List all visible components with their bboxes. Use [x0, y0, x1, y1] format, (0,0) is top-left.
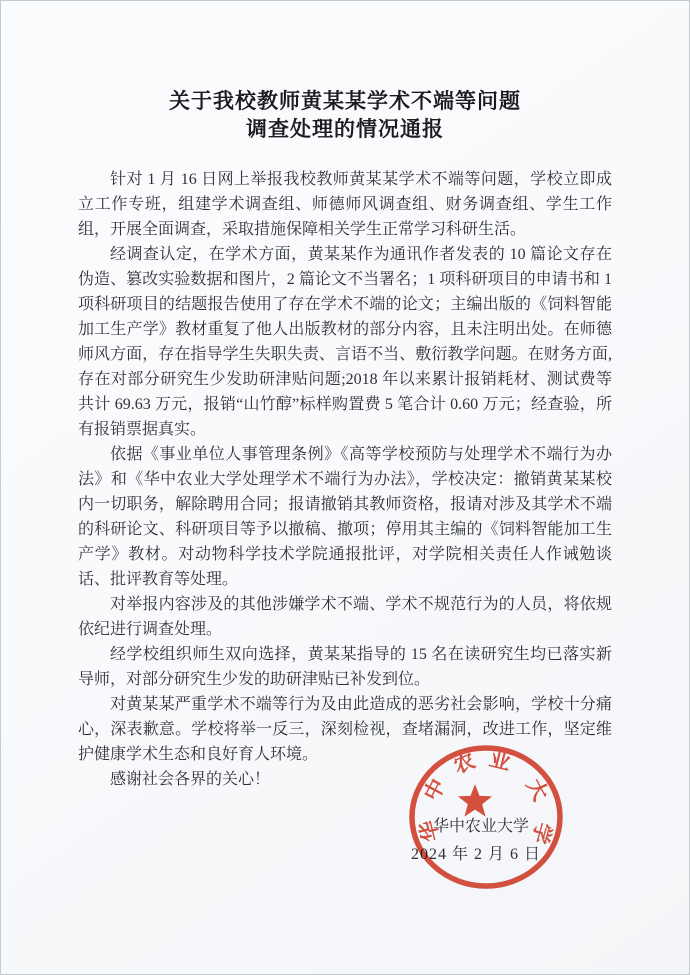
paragraph-7: 感谢社会各界的关心！: [110, 771, 271, 788]
seal-arc-char-3: 农: [450, 748, 479, 779]
paragraph-1: 针对 1 月 16 日网上举报我校教师黄某某学术不端等问题，学校立即成立工作专班，组建学术调查组、师德师风调查组、财务调查组、学生工作组，开展全面调查，采取措施保障相关学生正常学习科研生活。: [78, 171, 612, 238]
document-body: [78, 167, 612, 792]
paragraph-2: 经调查认定，在学术方面，黄某某作为通讯作者发表的 10 篇论文存在伪造、篡改实验数据和图片，2 篇论文不当署名；1 项科研项目的申请书和 1 项科研项目的结题报告使用了存在学术不端的论文；主编出版的《饲料智能加工生产学》教材重复了他人出版教材的部分内容，且未注明出处。在师德师风方面，存在指导学生失职失责、言语不当、敷衍教学问题。在财务方面,存在对部分研究生少发助研津贴问题;2018 年以来累计报销耗材、测试费等共计 69.63 万元，报销“山竹醇”标样购置费 5 笔合计 0.60 万元；经查验，所有报销票据真实。: [78, 246, 612, 438]
seal-arc-char-1: 华: [415, 817, 444, 845]
seal-arc-char-4: 业: [486, 746, 514, 775]
document-title-line2: 调查处理的情况通报: [246, 117, 444, 141]
paragraph-3: 依据《事业单位人事管理条例》《高等学校预防与处理学术不端行为办法》和《华中农业大学处理学术不端行为办法》，学校决定：撤销黄某某校内一切职务，解除聘用合同；报请撤销其教师资格，报请对涉及其学术不端的科研论文、科研项目等予以撤稿、撤项；停用其主编的《饲料智能加工生产学》教材。对动物科学技术学院通报批评，对学院相关责任人作诫勉谈话、批评教育等处理。: [78, 446, 612, 588]
paragraph-5: 经学校组织师生双向选择，黄某某指导的 15 名在读研究生均已落实新导师，对部分研究生少发的助研津贴已补发到位。: [78, 646, 612, 688]
red-star-icon: [458, 784, 492, 817]
signature-date: 2024 年 2 月 6 日: [410, 846, 541, 863]
document-title: [1, 1, 689, 143]
seal-arc-char-2: 中: [419, 774, 451, 805]
paragraph-6: 对黄某某严重学术不端等行为及由此造成的恶劣社会影响，学校十分痛心，深表歉意。学校将举一反三，深刻检视，查堵漏洞，改进工作，坚定维护健康学术生态和良好育人环境。: [78, 696, 612, 763]
seal-arc-char-5: 大: [521, 774, 553, 805]
seal-arc-char-6: 学: [527, 819, 557, 847]
seal-ring: [412, 748, 560, 886]
paragraph-4: 对举报内容涉及的其他涉嫌学术不端、学术不规范行为的人员，将依规依纪进行调查处理。: [78, 596, 612, 638]
document-title-line1: 关于我校教师黄某某学术不端等问题: [169, 89, 521, 113]
official-seal: [406, 742, 566, 894]
signature-organization: 华中农业大学: [432, 818, 529, 835]
